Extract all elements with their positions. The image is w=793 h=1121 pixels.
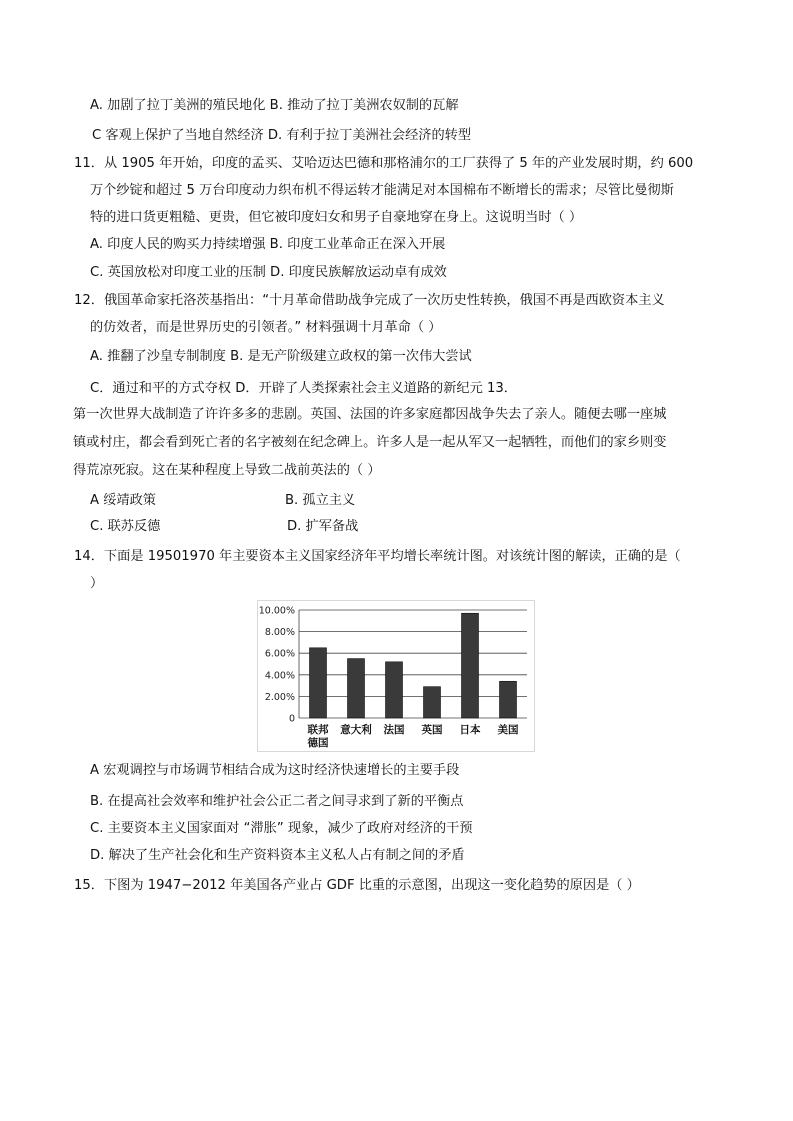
- q14-option-d: D. 解决了生产社会化和生产资料资本主义私人占有制之间的矛盾: [90, 848, 465, 863]
- q12-options-ab: [90, 348, 472, 366]
- chart-ytick-label: 2.00%: [264, 691, 295, 703]
- chart-ytick-label: 10.00%: [258, 605, 295, 617]
- q11-stem-line1: 11．从 1905 年开始，印度的孟买、艾哈迈达巴德和那格浦尔的工厂获得了 5 年的产业发展时期，约 600: [74, 156, 694, 171]
- q11-options-ab: [90, 236, 445, 254]
- chart-bar: [500, 681, 517, 718]
- q11-stem-line2: 万个纱锭和超过 5 万台印度动力织布机不得运转才能满足对本国棉布不断增长的需求；尽管比曼彻斯: [90, 183, 674, 198]
- q14-stem-line2: ）: [90, 576, 104, 591]
- q14-option-b: B. 在提高社会效率和维护社会公正二者之间寻求到了新的平衡点: [90, 794, 464, 809]
- q12-option-b: B. 是无产阶级建立政权的第一次伟大尝试: [230, 349, 472, 364]
- q13-stem-line1: 第一次世界大战制造了许许多多的悲剧。英国、法国的许多家庭都因战争失去了亲人。随便去哪一座城: [73, 407, 667, 422]
- q13-stem-line3: 得荒凉死寂。这在某种程度上导致二战前英法的（ ）: [73, 463, 381, 478]
- q13-option-b: B. 孤立主义: [285, 493, 356, 508]
- chart-bar: [424, 687, 441, 718]
- chart-ytick-label: 6.00%: [264, 648, 295, 660]
- chart-category-label: 英国: [421, 724, 443, 736]
- q10-option-d: D. 有利于拉丁美洲社会经济的转型: [267, 128, 472, 143]
- chart-bar: [348, 659, 365, 718]
- q14-option-c: C. 主要资本主义国家面对 “滞胀” 现象，减少了政府对经济的干预: [90, 821, 473, 836]
- growth-rate-chart-svg: [257, 600, 535, 752]
- q13-stem-line2: 镇或村庄，都会看到死亡者的名字被刻在纪念碑上。许多人是一起从军又一起牺牲，而他们的家乡则变: [73, 435, 667, 450]
- q12-stem-line2: 的仿效者，而是世界历史的引领者。” 材料强调十月革命（ ）: [90, 320, 442, 335]
- growth-rate-chart: [257, 600, 535, 752]
- chart-category-label: 美国: [497, 724, 519, 736]
- q12-stem-line1: 12．俄国革命家托洛茨基指出：“十月革命借助战争完成了一次历史性转换，俄国不再是西欧资本主义: [74, 293, 665, 308]
- q11-option-a: A. 印度人民的购买力持续增强: [90, 237, 266, 252]
- chart-category-label: 法国: [383, 724, 405, 736]
- q10-options-cd: [92, 127, 471, 145]
- q10-option-a: A. 加剧了拉丁美洲的殖民地化: [90, 98, 266, 113]
- q10-option-b: B. 推动了拉丁美洲农奴制的瓦解: [269, 98, 459, 113]
- q12-option-a: A. 推翻了沙皇专制制度: [90, 349, 226, 364]
- chart-bar: [462, 613, 479, 718]
- chart-ytick-label: 4.00%: [264, 670, 295, 682]
- q11-option-c: C. 英国放松对印度工业的压制: [90, 265, 266, 280]
- q13-option-a: A 绥靖政策: [90, 493, 156, 508]
- q14-stem-line1: 14．下面是 19501970 年主要资本主义国家经济年平均增长率统计图。对该统计图的解读，正确的是（: [74, 549, 681, 564]
- q13-option-c: C. 联苏反德: [90, 519, 161, 534]
- chart-bar: [310, 648, 327, 718]
- q15-stem-line1: 15．下图为 1947−2012 年美国各产业占 GDF 比重的示意图，出现这一变化趋势的原因是（ ）: [74, 878, 640, 893]
- q11-options-cd: [90, 264, 447, 282]
- chart-category-label: 联邦: [307, 724, 329, 736]
- chart-bar: [386, 662, 403, 718]
- chart-ytick-label: 8.00%: [264, 627, 295, 639]
- chart-category-label: 意大利: [340, 724, 372, 736]
- q11-stem-line3: 特的进口货更粗糙、更贵，但它被印度妇女和男子自豪地穿在身上。这说明当时（ ）: [90, 210, 583, 225]
- q10-option-c: C 客观上保护了当地自然经济: [92, 128, 264, 143]
- q12-options-cd: C．通过和平的方式夺权 D．开辟了人类探索社会主义道路的新纪元 13．: [90, 381, 517, 396]
- q13-option-d: D. 扩军备战: [287, 519, 359, 534]
- chart-ytick-label: 0: [288, 713, 295, 725]
- q11-option-b: B. 印度工业革命正在深入开展: [269, 237, 446, 252]
- chart-category-label: 德国: [307, 737, 329, 749]
- q11-option-d: D. 印度民族解放运动卓有成效: [270, 265, 447, 280]
- chart-category-label: 日本: [459, 724, 481, 736]
- q10-options-ab: [90, 97, 459, 115]
- q14-option-a: A 宏观调控与市场调节相结合成为这时经济快速增长的主要手段: [90, 763, 460, 778]
